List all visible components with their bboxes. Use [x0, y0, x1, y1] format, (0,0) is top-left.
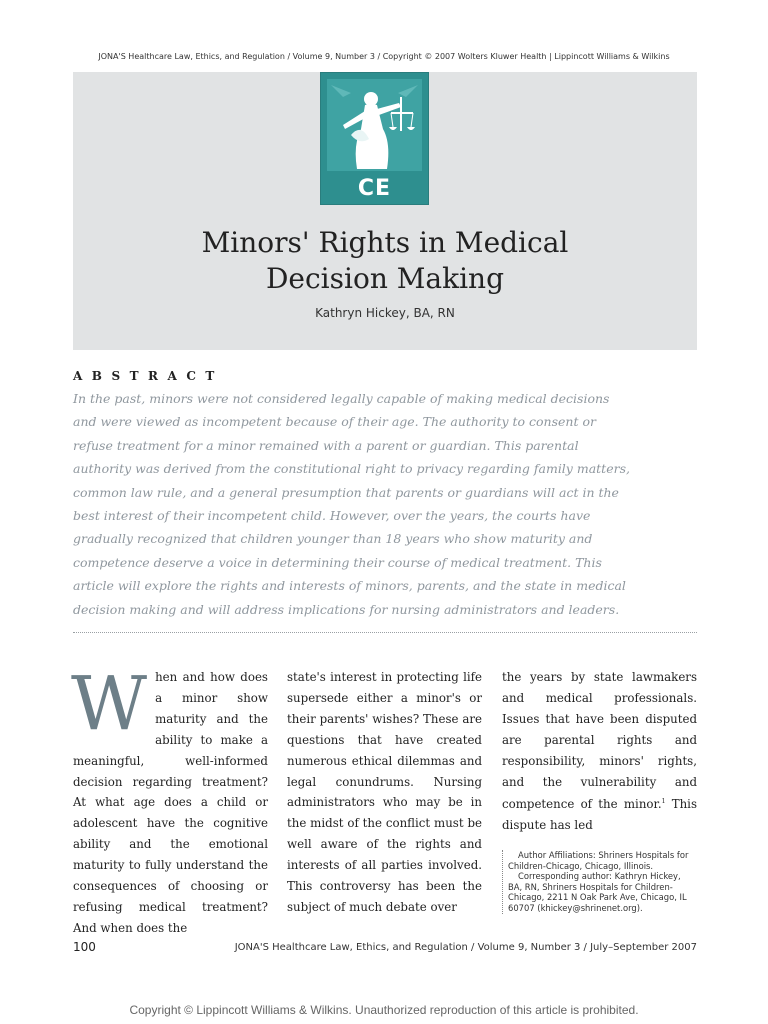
author-affiliations: Author Affiliations: Shriners Hospitals for Children-Chicago, Chicago, Illinois.	[508, 850, 689, 871]
ce-logo	[320, 72, 429, 205]
article-title	[73, 225, 697, 297]
column-3-text: the years by state lawmakers and medical professionals. Issues that have been disputed are parental rights and responsibility, minors' rights, and the vulnerability and competence of the minor.	[502, 670, 697, 812]
body-column-3	[502, 667, 697, 836]
column-1-text: hen and how does a minor show maturity and the ability to make a meaningful, well-informed decision regarding treatment? At what age does a child or adolescent have the cognitive ability and the emotional maturity to fully understand the consequences of choosing or refusing medical treatment? And when does the	[73, 670, 268, 935]
footer-journal: JONA'S Healthcare Law, Ethics, and Regulation / Volume 9, Number 3 / July–September 2007	[234, 942, 697, 953]
title-line-2: Decision Making	[265, 262, 504, 295]
corresponding-author: Corresponding author: Kathryn Hickey, BA, RN, Shriners Hospitals for Children-Chicago, 2211 N Oak Park Ave, Chicago, IL 60707 (khickey@shrinenet.org).	[508, 871, 687, 913]
column-2-text: state's interest in protecting life supersede either a minor's or their parents' wishes? These are questions that have created numerous ethical dilemmas and legal conundrums. Nursing administrators who may be in the midst of the conflict must be well aware of the rights and interests of all parties involved. This controversy has been the subject of much debate over	[287, 670, 482, 914]
page-number: 100	[73, 940, 96, 954]
running-head: JONA'S Healthcare Law, Ethics, and Regulation / Volume 9, Number 3 / Copyright © 2007 Wolters Kluwer Health | Lippincott Williams & Wilkins	[98, 52, 670, 61]
title-banner	[73, 72, 697, 350]
column-3-tail: This dispute has led	[502, 797, 697, 833]
abstract-text: In the past, minors were not considered legally capable of making medical decisions and were viewed as incompetent because of their age. The authority to consent or refuse treatment for a minor remained with a parent or guardian. This parental authority was derived from the constitutional right to privacy regarding family matters, common law rule, and a general presumption that parents or guardians will act in the best interest of their incompetent child. However, over the years, the courts have gradually recognized that children younger than 18 years who show maturity and competence deserve a voice in determining their course of medical treatment. This article will explore the rights and interests of minors, parents, and the state in medical decision making and will address implications for nursing administrators and leaders.	[73, 391, 630, 617]
drop-cap: W	[71, 661, 148, 747]
body-column-1	[71, 661, 268, 939]
article-author: Kathryn Hickey, BA, RN	[315, 306, 455, 320]
copyright-notice: Copyright © Lippincott Williams & Wilkins. Unauthorized reproduction of this article is prohibited.	[129, 1003, 639, 1017]
lady-justice-icon	[321, 73, 428, 173]
abstract-heading: ABSTRACT	[73, 369, 224, 383]
title-line-1: Minors' Rights in Medical	[201, 226, 569, 259]
author-footnote	[502, 850, 697, 914]
body-column-2	[287, 667, 482, 918]
ce-logo-text: CE	[357, 176, 392, 201]
section-divider	[73, 632, 697, 633]
reference-marker[interactable]: 1	[661, 798, 666, 806]
